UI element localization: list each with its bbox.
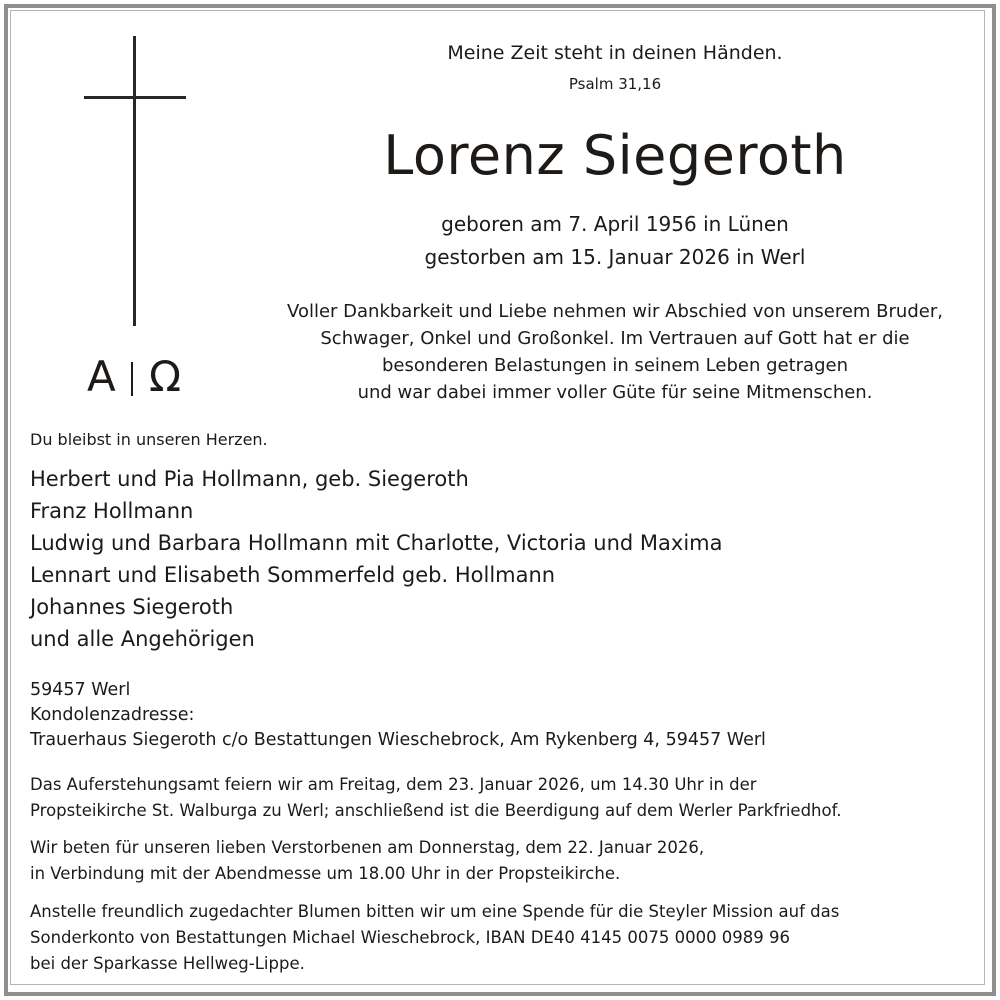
- tribute-line: Schwager, Onkel und Großonkel. Im Vertrauen auf Gott hat er die: [320, 328, 910, 349]
- cross-icon: [84, 36, 188, 326]
- psalm-reference: Psalm 31,16: [568, 75, 662, 93]
- mourner-entry: Ludwig und Barbara Hollmann mit Charlotte, Victoria und Maxima: [30, 531, 723, 555]
- tribute-line: Voller Dankbarkeit und Liebe nehmen wir Abschied von unserem Bruder,: [287, 301, 943, 322]
- alpha-omega-separator: [131, 362, 133, 396]
- donation-line: bei der Sparkasse Hellweg-Lippe.: [30, 954, 305, 973]
- blessing: Du bleibst in unseren Herzen.: [30, 430, 268, 449]
- service-line: Das Auferstehungsamt feiern wir am Freitag, dem 23. Januar 2026, um 14.30 Uhr in der: [30, 775, 757, 794]
- omega-symbol: Ω: [149, 352, 182, 401]
- tribute-text: [220, 298, 1000, 406]
- cross-horizontal-beam: [84, 96, 186, 99]
- cross-vertical-beam: [133, 36, 136, 326]
- tribute-line: besonderen Belastungen in seinem Leben getragen: [382, 355, 848, 376]
- death-line: gestorben am 15. Januar 2026 in Werl: [424, 245, 806, 269]
- mourner-entry: Herbert und Pia Hollmann, geb. Siegeroth: [30, 467, 469, 491]
- service-notice: [30, 772, 841, 824]
- prayer-notice: [30, 835, 704, 887]
- service-line: Propsteikirche St. Walburga zu Werl; anschließend ist die Beerdigung auf dem Werler Parkfriedhof.: [30, 801, 842, 820]
- mourners-list: [30, 463, 723, 655]
- mourner-entry: Franz Hollmann: [30, 499, 194, 523]
- donation-line: Anstelle freundlich zugedachter Blumen bitten wir um eine Spende für die Steyler Mission auf das: [30, 902, 840, 921]
- motto: Meine Zeit steht in deinen Händen.: [447, 42, 783, 64]
- condolence-address: [30, 678, 766, 753]
- mourner-entry: Lennart und Elisabeth Sommerfeld geb. Hollmann: [30, 563, 556, 587]
- prayer-line: Wir beten für unseren lieben Verstorbenen am Donnerstag, dem 22. Januar 2026,: [30, 838, 705, 857]
- prayer-line: in Verbindung mit der Abendmesse um 18.00 Uhr in der Propsteikirche.: [30, 864, 621, 883]
- life-dates: [220, 208, 1000, 274]
- address-line: Trauerhaus Siegeroth c/o Bestattungen Wieschebrock, Am Rykenberg 4, 59457 Werl: [30, 730, 766, 750]
- deceased-name: Lorenz Siegeroth: [383, 124, 847, 187]
- birth-line: geboren am 7. April 1956 in Lünen: [441, 212, 789, 236]
- address-line: 59457 Werl: [30, 680, 131, 700]
- mourner-entry: Johannes Siegeroth: [30, 595, 234, 619]
- mourner-entry: und alle Angehörigen: [30, 627, 255, 651]
- tribute-line: und war dabei immer voller Güte für seine Mitmenschen.: [357, 382, 873, 403]
- donation-line: Sonderkonto von Bestattungen Michael Wieschebrock, IBAN DE40 4145 0075 0000 0989 96: [30, 928, 791, 947]
- donation-notice: [30, 899, 839, 977]
- address-line: Kondolenzadresse:: [30, 705, 195, 725]
- alpha-symbol: A: [87, 352, 116, 401]
